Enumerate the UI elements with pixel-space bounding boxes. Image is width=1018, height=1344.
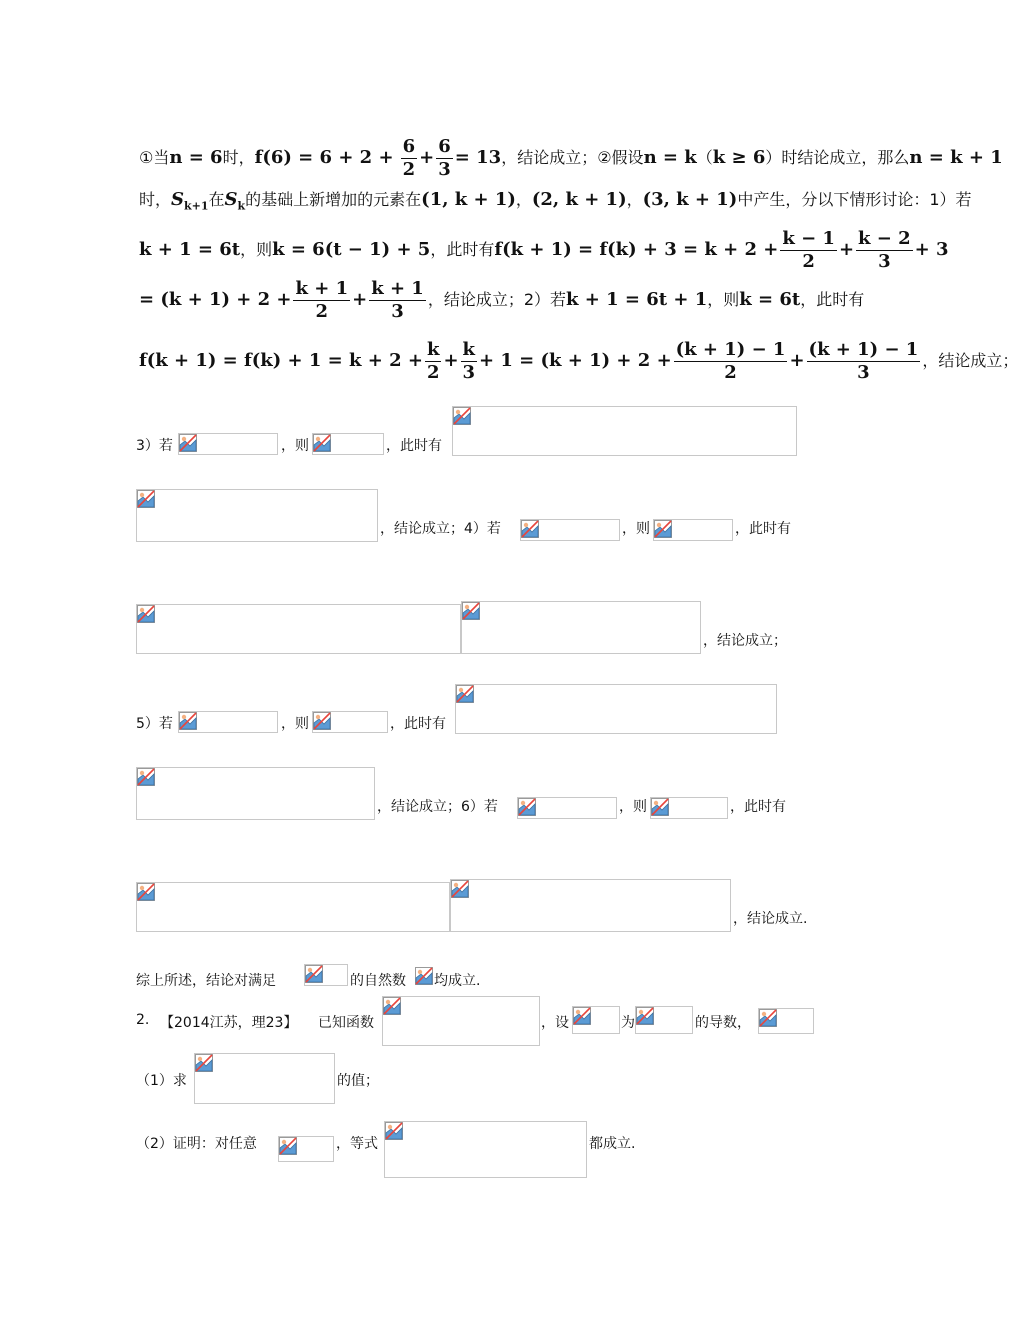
text: 的基础上新增加的元素在 — [245, 190, 422, 209]
broken-image-icon — [451, 880, 469, 898]
broken-image-icon — [462, 602, 480, 620]
math: + — [352, 289, 368, 310]
fraction: $\frac{k}{3}$ — [462, 339, 476, 383]
formula-image — [136, 767, 375, 820]
formula-image — [455, 684, 777, 734]
text: ，结论成立；2）若 — [427, 290, 567, 309]
broken-image-icon — [573, 1007, 591, 1025]
math: + — [419, 147, 435, 168]
fraction: $\frac{k - 1}{2}$ — [782, 228, 835, 272]
math: + — [838, 239, 855, 260]
formula-image — [650, 797, 728, 819]
broken-image-icon — [415, 967, 433, 985]
math: f(6) = 6 + 2 + — [254, 147, 394, 168]
broken-image-icon — [137, 490, 155, 508]
text: ，等式 — [336, 1136, 378, 1152]
case5-label: 5）若 — [136, 716, 173, 732]
math: = (k + 1) + 2 + — [139, 289, 292, 310]
formula-image — [461, 601, 701, 654]
math: $S_{k+1}$ — [171, 189, 209, 213]
problem-source: 【2014江苏，理23】 — [160, 1015, 298, 1031]
formula-image — [178, 711, 278, 733]
broken-image-icon — [521, 520, 539, 538]
text: ，则 — [622, 521, 650, 537]
text: ，结论成立；4）若 — [380, 521, 501, 537]
proof-line-3 — [139, 228, 949, 273]
proof-line-5 — [139, 339, 1018, 384]
proof-line-2 — [139, 187, 972, 213]
text: ， — [626, 190, 643, 209]
text: ，则 — [281, 438, 309, 454]
math: + 3 — [914, 239, 949, 260]
question-2: （2）证明：对任意 — [136, 1136, 257, 1152]
formula-image — [653, 519, 733, 541]
text: ，则 — [240, 240, 273, 259]
math: n = k + 1 — [909, 147, 1003, 168]
broken-image-icon — [137, 605, 155, 623]
text: ，结论成立； — [703, 633, 787, 649]
proof-line-1 — [139, 136, 1003, 181]
broken-image-icon — [385, 1122, 403, 1140]
fraction: $\frac{k - 2}{3}$ — [858, 228, 911, 272]
fraction: $\frac{(k + 1) - 1}{2}$ — [675, 339, 786, 383]
formula-image — [520, 519, 620, 541]
formula-image — [452, 406, 797, 456]
math: (2, k + 1) — [531, 189, 627, 210]
text: ，此时有 — [735, 521, 791, 537]
math: k = 6t — [739, 289, 801, 310]
math: f(k + 1) = f(k) + 1 = k + 2 + — [139, 350, 423, 371]
broken-image-icon — [305, 965, 323, 983]
proof-line-4 — [139, 278, 864, 323]
fraction: $\frac{k + 1}{3}$ — [371, 278, 424, 322]
text: ， — [515, 190, 532, 209]
text: ，设 — [541, 1015, 569, 1031]
formula-image — [758, 1008, 814, 1034]
math: k + 1 = 6t + 1 — [566, 289, 708, 310]
math: = 13 — [454, 147, 502, 168]
broken-image-icon — [636, 1007, 654, 1025]
formula-image — [194, 1053, 335, 1104]
question-1: （1）求 — [136, 1073, 187, 1089]
fraction: $\frac{6}{2}$ — [402, 136, 416, 180]
text: 时， — [222, 148, 255, 167]
broken-image-icon — [518, 798, 536, 816]
fraction: $\frac{(k + 1) - 1}{3}$ — [808, 339, 919, 383]
broken-image-icon — [313, 712, 331, 730]
formula-image — [312, 433, 384, 455]
text: 中产生，分以下情形讨论：1）若 — [737, 190, 972, 209]
math: (1, k + 1) — [421, 189, 516, 210]
text: ，则 — [619, 799, 647, 815]
broken-image-icon — [179, 712, 197, 730]
summary-text: 综上所述，结论对满足 — [136, 973, 276, 989]
math: n = 6 — [169, 147, 223, 168]
text: ，则 — [281, 716, 309, 732]
text: （ — [696, 148, 713, 167]
text: ，则 — [707, 290, 740, 309]
text: 为 — [621, 1015, 635, 1031]
math: k + 1 = 6t — [139, 239, 241, 260]
broken-image-icon — [651, 798, 669, 816]
text: 的值； — [337, 1073, 379, 1089]
formula-image — [278, 1136, 334, 1162]
problem-number: 2. — [136, 1012, 150, 1028]
formula-image — [415, 967, 433, 985]
formula-image — [517, 797, 617, 819]
broken-image-icon — [279, 1137, 297, 1155]
formula-image — [382, 996, 540, 1046]
text: 时， — [139, 190, 172, 209]
fraction: $\frac{k}{2}$ — [426, 339, 440, 383]
formula-image — [635, 1006, 693, 1034]
fraction: $\frac{k + 1}{2}$ — [295, 278, 349, 322]
broken-image-icon — [137, 883, 155, 901]
text: 的自然数 — [350, 973, 406, 989]
broken-image-icon — [383, 997, 401, 1015]
broken-image-icon — [456, 685, 474, 703]
text: 的导数， — [695, 1015, 751, 1031]
fraction: $\frac{6}{3}$ — [438, 136, 451, 180]
broken-image-icon — [313, 434, 331, 452]
text: ，此时有 — [386, 438, 442, 454]
case3-label: 3）若 — [136, 438, 173, 454]
math: n = k — [643, 147, 697, 168]
formula-image — [178, 433, 278, 455]
broken-image-icon — [137, 768, 155, 786]
text: ，结论成立；6）若 — [377, 799, 498, 815]
formula-image — [312, 711, 388, 733]
text: 均成立. — [434, 973, 481, 989]
text: 已知函数 — [318, 1015, 374, 1031]
math: + 1 = (k + 1) + 2 + — [479, 350, 672, 371]
text: 在 — [208, 190, 225, 209]
broken-image-icon — [453, 407, 471, 425]
text: ）时结论成立，那么 — [765, 148, 910, 167]
math: f(k + 1) = f(k) + 3 = k + 2 + — [494, 239, 779, 260]
text: ，此时有 — [390, 716, 446, 732]
math: $S_k$ — [224, 189, 246, 213]
text: ①当 — [139, 148, 170, 167]
math: + — [789, 350, 805, 371]
text: 都成立. — [589, 1136, 636, 1152]
text: ，此时有 — [800, 290, 865, 309]
math: + — [443, 350, 459, 371]
formula-image — [384, 1121, 587, 1178]
broken-image-icon — [759, 1009, 777, 1027]
formula-image — [572, 1006, 620, 1034]
formula-image — [136, 604, 461, 654]
text: ，此时有 — [430, 240, 495, 259]
math: k = 6(t − 1) + 5 — [272, 239, 431, 260]
formula-image — [136, 882, 450, 932]
text: ，结论成立. — [733, 911, 808, 927]
math: (3, k + 1) — [642, 189, 738, 210]
text: ，此时有 — [730, 799, 786, 815]
text: ，结论成立；②假设 — [501, 148, 644, 167]
math: k ≥ 6 — [712, 147, 766, 168]
broken-image-icon — [654, 520, 672, 538]
broken-image-icon — [195, 1054, 213, 1072]
formula-image — [136, 489, 378, 542]
text: ，结论成立； — [922, 351, 1018, 370]
formula-image — [304, 964, 348, 986]
broken-image-icon — [179, 434, 197, 452]
formula-image — [450, 879, 731, 932]
